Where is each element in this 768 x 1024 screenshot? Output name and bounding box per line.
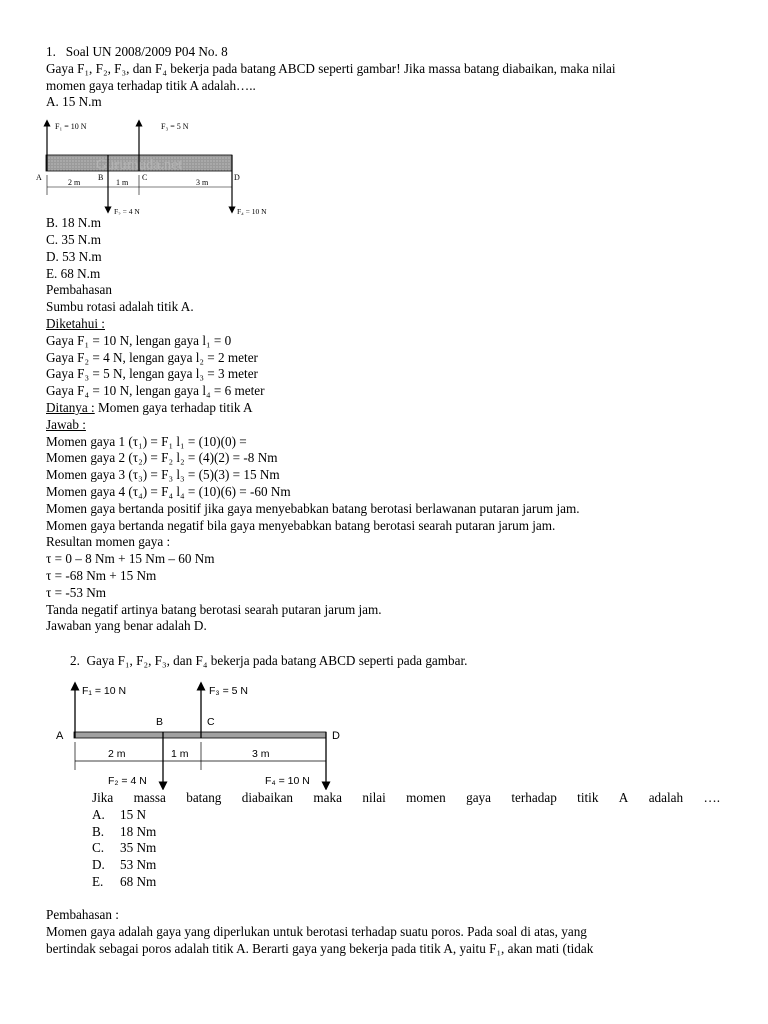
q2-prompt-word: massa xyxy=(133,789,166,805)
q2-prompt-word: batang xyxy=(186,789,222,805)
q1-option-d: D. 53 N.m xyxy=(46,248,102,264)
q1-dim-3m: 3 m xyxy=(196,178,209,188)
q2-point-c: C xyxy=(207,715,215,728)
q2-option-value: 53 Nm xyxy=(120,857,157,873)
q1-point-c: C xyxy=(142,173,148,183)
q2-f3-label: F₃ = 5 N xyxy=(209,684,248,697)
q2-option-key: B. xyxy=(92,823,105,839)
q1-known-3: Gaya F₃ = 5 N, lengan gaya l₃ = 3 meter xyxy=(46,366,258,382)
q1-f2-label: F₂ = 4 N xyxy=(114,207,140,216)
q1-number: 1. xyxy=(46,44,56,59)
q1-moment-3: Momen gaya 3 (τ₃) = F₃ l₃ = (5)(3) = 15 Nm xyxy=(46,467,280,483)
q1-figure xyxy=(36,115,286,215)
q1-sign-note: Tanda negatif artinya batang berotasi searah putaran jarum jam. xyxy=(46,601,382,617)
q1-option-c: C. 35 N.m xyxy=(46,231,101,247)
q1-ditanya-label: Ditanya : xyxy=(46,399,95,415)
q1-dim-1m: 1 m xyxy=(116,178,129,188)
q1-beam-diagram xyxy=(36,115,286,215)
q1-option-e: E. 68 N.m xyxy=(46,265,101,281)
q1-dim-2m: 2 m xyxy=(68,178,81,188)
q1-known-2: Gaya F₂ = 4 N, lengan gaya l₂ = 2 meter xyxy=(46,349,258,365)
q2-point-a: A xyxy=(56,729,64,742)
q2-option-value: 35 Nm xyxy=(120,840,157,856)
q1-negative-rule: Momen gaya bertanda negatif bila gaya menyebabkan batang berotasi searah putaran jarum jam. xyxy=(46,517,556,533)
q1-pembahasan: Pembahasan xyxy=(46,282,112,298)
q1-known-1: Gaya F₁ = 10 N, lengan gaya l₁ = 0 xyxy=(46,332,232,348)
q2-prompt-word: titik xyxy=(577,789,599,805)
q1-option-a: A. 15 N.m xyxy=(46,94,102,110)
q2-option-value: 68 Nm xyxy=(120,873,157,889)
q1-known-4: Gaya F₄ = 10 N, lengan gaya l₄ = 6 meter xyxy=(46,383,265,399)
q2-prompt-word: terhadap xyxy=(511,789,557,805)
q1-resultant-2: τ = -68 Nm + 15 Nm xyxy=(46,567,157,583)
q2-prompt-word: gaya xyxy=(466,789,492,805)
q2-question: Gaya F₁, F₂, F₃, dan F₄ bekerja pada batang ABCD seperti pada gambar. xyxy=(86,653,468,669)
q2-f2-label: F₂ = 4 N xyxy=(108,774,147,787)
q2-prompt-word: momen xyxy=(406,789,446,805)
q2-option-key: C. xyxy=(92,840,105,856)
q2-f1-label: F₁ = 10 N xyxy=(82,684,127,697)
q2-dim-1m: 1 m xyxy=(171,747,189,760)
q2-pembahasan: Pembahasan : xyxy=(46,907,119,923)
q1-heading xyxy=(46,44,726,61)
q2-prompt-word: adalah xyxy=(648,789,684,805)
q2-option-key: E. xyxy=(92,873,104,889)
q1-positive-rule: Momen gaya bertanda positif jika gaya menyebabkan batang berotasi berlawanan putaran jarum jam. xyxy=(46,500,580,516)
q2-option-key: A. xyxy=(92,806,105,822)
q2-point-b: B xyxy=(156,715,164,728)
q1-diketahui-label: Diketahui : xyxy=(46,315,105,331)
q2-prompt-word: A xyxy=(618,789,629,805)
q2-figure xyxy=(52,680,352,790)
q2-prompt-block xyxy=(92,790,726,891)
q1-title: Soal UN 2008/2009 P04 No. 8 xyxy=(65,44,228,59)
q2-number: 2. xyxy=(70,653,80,669)
q1-ditanya xyxy=(46,400,726,417)
document-page xyxy=(36,44,726,958)
q2-beam-diagram xyxy=(52,680,352,790)
q2-prompt-word: diabaikan xyxy=(241,789,294,805)
q2-beam xyxy=(74,732,326,738)
q2-f4-label: F₄ = 10 N xyxy=(265,774,310,787)
q2-heading xyxy=(70,653,726,670)
q2-option-c xyxy=(92,840,726,857)
q1-point-a: A xyxy=(36,173,42,183)
q1-watermark: Gurumuda.net xyxy=(96,157,183,174)
q1-point-b: B xyxy=(98,173,104,183)
q1-question-line-2: momen gaya terhadap titik A adalah….. xyxy=(46,77,256,93)
q2-prompt-word: maka xyxy=(313,789,342,805)
q2-prompt-word: Jika xyxy=(92,789,114,805)
q2-prompt-word: …. xyxy=(703,789,720,805)
q2-prompt-word: nilai xyxy=(362,789,386,805)
q1-moment-1: Momen gaya 1 (τ₁) = F₁ l₁ = (10)(0) = xyxy=(46,433,247,449)
q1-ditanya-text: Momen gaya terhadap titik A xyxy=(94,399,253,415)
q1-moment-2: Momen gaya 2 (τ₂) = F₂ l₂ = (4)(2) = -8 Nm xyxy=(46,450,278,466)
q2-option-d xyxy=(92,857,726,874)
q1-resultant-3: τ = -53 Nm xyxy=(46,584,106,600)
q2-option-value: 15 N xyxy=(120,806,147,822)
q2-option-value: 18 Nm xyxy=(120,823,157,839)
q2-option-key: D. xyxy=(92,857,105,873)
q2-option-b xyxy=(92,824,726,841)
q1-f4-label: F₄ = 10 N xyxy=(237,207,267,216)
q1-resultant-1: τ = 0 – 8 Nm + 15 Nm – 60 Nm xyxy=(46,551,215,567)
q2-dim-3m: 3 m xyxy=(252,747,270,760)
q2-prompt xyxy=(92,790,720,807)
q2-option-e xyxy=(92,874,726,891)
q1-answer: Jawaban yang benar adalah D. xyxy=(46,618,207,634)
q2-point-d: D xyxy=(332,729,340,742)
q1-moment-4: Momen gaya 4 (τ₄) = F₄ l₄ = (10)(6) = -60 Nm xyxy=(46,483,291,499)
q2-dim-2m: 2 m xyxy=(108,747,126,760)
q1-point-d: D xyxy=(234,173,240,183)
q1-option-b: B. 18 N.m xyxy=(46,215,101,231)
q1-jawab-label: Jawab : xyxy=(46,416,86,432)
q1-f1-label: F₁ = 10 N xyxy=(55,122,87,132)
q2-explanation-1: Momen gaya adalah gaya yang diperlukan untuk berotasi terhadap suatu poros. Pada soal di atas, yang xyxy=(46,924,587,940)
q1-resultant-label: Resultan momen gaya : xyxy=(46,534,171,550)
q1-f3-label: F₃ = 5 N xyxy=(161,122,189,132)
spacer xyxy=(46,891,726,908)
q2-option-a xyxy=(92,807,726,824)
q1-question-line-1: Gaya F₁, F₂, F₃, dan F₄ bekerja pada batang ABCD seperti gambar! Jika massa batang diabaikan, maka nilai xyxy=(46,60,616,76)
q2-explanation-2: bertindak sebagai poros adalah titik A. Berarti gaya yang bekerja pada titik A, yaitu F₁, akan mati (tidak xyxy=(46,941,594,957)
q1-sumbu: Sumbu rotasi adalah titik A. xyxy=(46,299,194,315)
